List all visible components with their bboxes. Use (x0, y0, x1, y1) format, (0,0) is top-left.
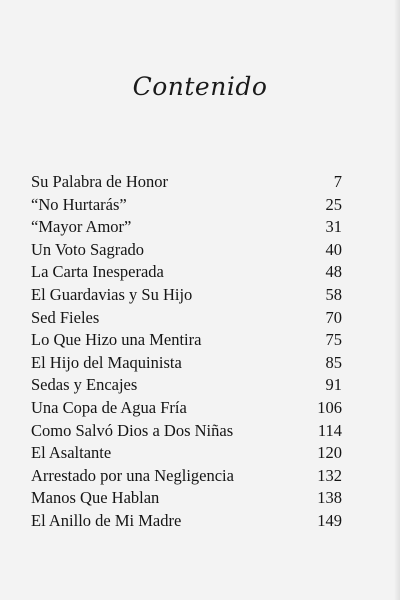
toc-row (31, 510, 342, 533)
toc-row (31, 239, 342, 262)
toc-entry-title: Arrestado por una Negligencia (31, 465, 234, 485)
toc-row (31, 216, 342, 239)
toc-entry-title: Como Salvó Dios a Dos Niñas (31, 420, 234, 440)
toc-entry-title: El Hijo del Maquinista (31, 352, 182, 372)
toc-row (31, 465, 342, 488)
toc-row (31, 261, 342, 284)
toc-page-number: 132 (317, 465, 342, 485)
toc-page-number: 75 (325, 330, 342, 350)
toc-page-number: 70 (325, 307, 342, 327)
toc-row (31, 307, 342, 330)
toc-entry-title: Su Palabra de Honor (31, 172, 169, 191)
toc-page-number: 91 (325, 375, 342, 395)
toc-page-number: 58 (325, 284, 342, 304)
toc-entry-title: El Guardavias y Su Hijo (31, 284, 193, 304)
toc-row (31, 194, 342, 217)
toc-entry-title: “No Hurtarás” (31, 194, 127, 214)
toc-page-number: 48 (325, 262, 342, 282)
toc-entry-title: El Asaltante (31, 443, 112, 463)
toc-entry-title: El Anillo de Mi Madre (31, 510, 182, 530)
toc-page-number: 85 (325, 352, 342, 372)
toc-row (31, 352, 342, 375)
page-title: Contenido (132, 72, 268, 101)
toc-page-number: 149 (317, 510, 342, 530)
toc-row (31, 329, 342, 352)
toc-page-number: 31 (325, 217, 342, 237)
toc-page-number: 7 (333, 172, 342, 191)
toc-row (31, 442, 342, 465)
toc-entry-title: Sedas y Encajes (31, 375, 138, 395)
toc-row (31, 420, 342, 443)
toc-page-number: 106 (317, 397, 342, 417)
toc-page-number: 120 (317, 443, 342, 463)
toc-entry-title: Manos Que Hablan (31, 488, 160, 508)
table-of-contents (31, 171, 342, 533)
toc-row (31, 487, 342, 510)
toc-entry-title: Lo Que Hizo una Mentira (31, 330, 202, 350)
toc-row (31, 374, 342, 397)
toc-page-number: 25 (325, 194, 342, 214)
toc-entry-title: Una Copa de Agua Fría (31, 397, 187, 417)
toc-row (31, 397, 342, 420)
toc-page-number: 138 (317, 488, 342, 508)
toc-page-number: 114 (317, 420, 342, 440)
toc-row (31, 284, 342, 307)
toc-entry-title: “Mayor Amor” (31, 217, 132, 237)
toc-row (31, 171, 342, 194)
toc-entry-title: Sed Fieles (31, 307, 100, 327)
toc-entry-title: La Carta Inesperada (31, 262, 164, 282)
toc-page-number: 40 (325, 239, 342, 259)
toc-entry-title: Un Voto Sagrado (31, 239, 145, 259)
